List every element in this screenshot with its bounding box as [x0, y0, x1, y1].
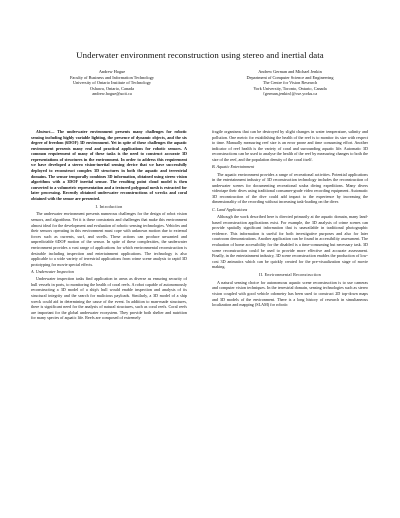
- paragraph: The underwater environment presents numerous challenges for the design of robot vision sensors, and algorithms. Yet it is these constraints and challenges that make this environment almost ideal for the development and evaluation of robotic sensing technologies. Vehicles and their sensors operating in this environment must cope with unknown motion due to external forces such as currents, surf, and swells. These actions can produce unwanted and unpredictable 6DOF motion of the sensor. In spite of these complexities, the underwater environment provides a vast range of applications for which environmental reconstruction is desirable including inspection and entertainment applications. The technology is also applicable to a wide variety of terrestrial applications from crime scene analysis to rapid 3D prototyping for movie special effects.: [31, 211, 187, 267]
- section-heading: II. Environmental Reconstruction: [259, 272, 321, 278]
- abstract: [31, 129, 187, 202]
- abstract-text: — The underwater environment presents many challenges for robotic sensing including highly variable lighting, the presence of dynamic objects, and the six degree of freedom (6DOF) 3D environment. Yet in spite of these challenges the aquatic environment presents many real and practical applications for robotic sensors. A common requirement of many of these tasks is the need to construct accurate 3D representations of structures in the environment. In order to address this requirement we have developed a stereo vision-inertial sensing device that we have successfully deployed to reconstruct complex 3D structures in both the aquatic and terrestrial domains. The sensor temporally combines 3D information, obtained using stereo vision algorithms with a 3DOF inertial sensor. The resulting point cloud model is then converted to a volumetric representation and a textured polygonal mesh is extracted for later processing. Recently obtained underwater reconstructions of wrecks and coral obtained with the sensor are presented.: [31, 129, 187, 201]
- paragraph: The aquatic environment provides a range of recreational activities. Potential applications in the entertainment industry of 3D reconstruction technology includes the reconstruction of underwater scenes for documenting recreational scuba diving expeditions. Many divers videotape their dives using traditional consumer-grade video recording equipment. Automatic 3D reconstruction of the dive could add impact to the experience by increasing the dimensionality of the recording without increasing task-loading on the diver.: [212, 171, 368, 205]
- author-institution: University of Ontario Institute of Technology: [72, 80, 152, 86]
- author-block-left: [32, 69, 192, 97]
- subsection-heading: A. Underwater Inspection: [31, 269, 74, 275]
- author-affiliation: Department of Computer Science and Engineering: [246, 74, 334, 80]
- column-right: [212, 129, 368, 514]
- paragraph: fragile organisms that can be destroyed by slight changes in water temperature, salinity and pollution. One metric for establishing the health of the reef is to monitor its size with respect to time. Manually measuring reef size is an error prone and time consuming effort. Another indicator of reef health is the variety of coral and surrounding aquatic life. Automatic 3D reconstructions can be used to analyse the health of the reef by measuring changes to both the size of the reef, and the population density of the coral itself.: [212, 129, 368, 162]
- paragraph: A natural sensing choice for autonomous aquatic scene reconstruction is to use cameras and computer vision techniques. In the terrestrial domain, sensing technologies such as stereo vision coupled with good vehicle odometry has been used to construct 2D top-down maps and 3D models of the environment. There is a long history of research in simultaneous localization and mapping (SLAM) for robotic: [212, 279, 368, 308]
- author-email: andrew.hogue@uoit.ca: [92, 91, 132, 97]
- author-location: York University, Toronto, Ontario, Canada: [253, 85, 327, 91]
- abstract-label: Abstract: [36, 129, 51, 134]
- section-heading: I. Introduction: [95, 203, 123, 209]
- author-block-right: [210, 69, 370, 97]
- paragraph: Underwater inspection tasks find application in areas as diverse as ensuring security of hull vessels in ports, to monitoring the health of coral reefs. A robot capable of autonomously reconstructing a 3D model of a ship's hull would enable inspection and analysis of its structural integrity and the search for malicious payloads. Similarly, a 3D model of a ship wreck could aid in determining the cause of the event. In addition to man-made structures, there is significant need for the analysis of natural structures, such as coral reefs. Coral reefs are important for the global underwater ecosystem. They provide both shelter and nutrition for many species of aquatic life. Reefs are composed of extremely: [31, 276, 187, 321]
- author-institution: The Centre for Vision Research: [262, 80, 318, 86]
- paragraph: Although the work described here is directed primarily at the aquatic domain, many land-based reconstruction applications exist. For example, the 3D analysis of crime scenes can provide spatially significant information that is unavailable in traditional photographic evidence. This information is useful for both investigative purposes and also for later courtroom demonstrations. Another application can be found in accessibility assessment. The evaluation of home accessibility for the disabled is a time-consuming but necessary task. 3D scene reconstruction could be used to provide more effective and accurate assessment. Finally, in the entertainment industry, 3D scene reconstruction enables the production of low-cost 3D animatics which can be quickly created for the pre-visualization stage of movie making.: [212, 214, 368, 270]
- author-name: Andrew Hogue: [98, 69, 126, 74]
- column-left: [31, 129, 187, 514]
- subsection-heading: B. Aquatic Entertainment: [212, 164, 255, 170]
- author-name: Andrew German and Michael Jenkin: [258, 69, 322, 74]
- paper-title: Underwater environment reconstruction using stereo and inertial data: [76, 50, 324, 60]
- author-email: {german,jenkin}@cse.yorku.ca: [262, 91, 318, 97]
- author-location: Oshawa, Ontario, Canada: [89, 85, 135, 91]
- author-affiliation: Faculty of Business and Information Technology: [70, 74, 154, 80]
- subsection-heading: C. Land Applications: [212, 207, 248, 213]
